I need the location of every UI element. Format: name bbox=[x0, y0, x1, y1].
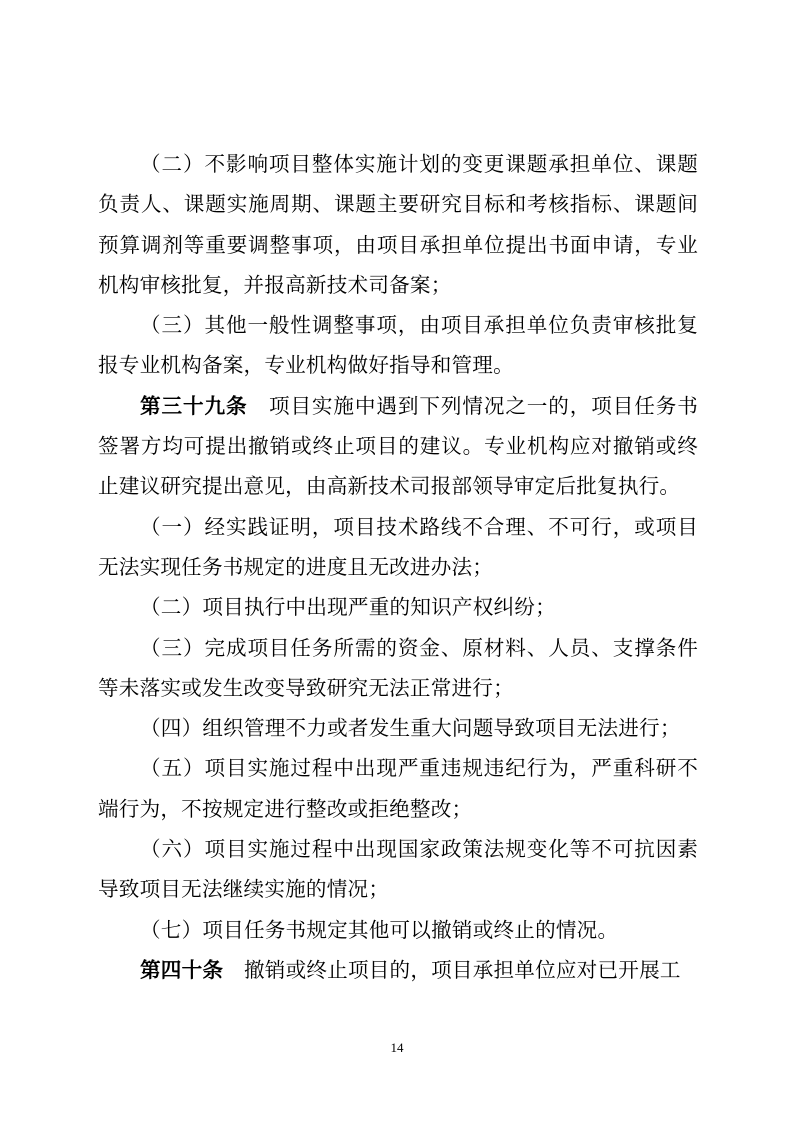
article-heading: 第四十条 bbox=[140, 957, 224, 982]
article-paragraph bbox=[98, 386, 698, 507]
paragraph bbox=[98, 708, 698, 748]
paragraph bbox=[98, 628, 698, 709]
paragraph bbox=[98, 748, 698, 829]
paragraph bbox=[98, 587, 698, 627]
article-paragraph bbox=[98, 950, 698, 990]
paragraph bbox=[98, 910, 698, 950]
paragraph-text: 项目实施中遇到下列情况之一的，项目任务书签署方均可提出撤销或终止项目的建议。专业机构应对撤销或终止建议研究提出意见，由高新技术司报部领导审定后批复执行。 bbox=[98, 393, 699, 499]
paragraph bbox=[98, 507, 698, 588]
paragraph-text: （七）项目任务书规定其他可以撤销或终止的情况。 bbox=[140, 917, 619, 942]
paragraph bbox=[98, 144, 698, 305]
paragraph bbox=[98, 305, 698, 386]
paragraph-text: （三）其他一般性调整事项，由项目承担单位负责审核批复报专业机构备案，专业机构做好指导和管理。 bbox=[98, 313, 698, 378]
paragraph-text: 撤销或终止项目的，项目承担单位应对已开展工 bbox=[243, 957, 681, 982]
paragraph-text: （六）项目实施过程中出现国家政策法规变化等不可抗因素导致项目无法继续实施的情况； bbox=[98, 837, 698, 902]
paragraph-text: （一）经实践证明，项目技术路线不合理、不可行，或项目无法实现任务书规定的进度且无改进办法； bbox=[98, 514, 698, 579]
paragraph bbox=[98, 829, 698, 910]
body-text bbox=[98, 144, 698, 990]
article-heading: 第三十九条 bbox=[140, 393, 248, 418]
paragraph-text: （三）完成项目任务所需的资金、原材料、人员、支撑条件等未落实或发生改变导致研究无法正常进行； bbox=[98, 635, 698, 700]
paragraph-text: （二）不影响项目整体实施计划的变更课题承担单位、课题负责人、课题实施周期、课题主要研究目标和考核指标、课题间预算调剂等重要调整事项，由项目承担单位提出书面申请，专业机构审核批复，并报高新技术司备案； bbox=[98, 152, 698, 297]
paragraph-text: （五）项目实施过程中出现严重违规违纪行为，严重科研不端行为，不按规定进行整改或拒绝整改； bbox=[98, 756, 698, 821]
page-number: 14 bbox=[390, 1040, 404, 1055]
paragraph-text: （四）组织管理不力或者发生重大问题导致项目无法进行； bbox=[140, 716, 681, 741]
paragraph-text: （二）项目执行中出现严重的知识产权纠纷； bbox=[140, 595, 556, 620]
